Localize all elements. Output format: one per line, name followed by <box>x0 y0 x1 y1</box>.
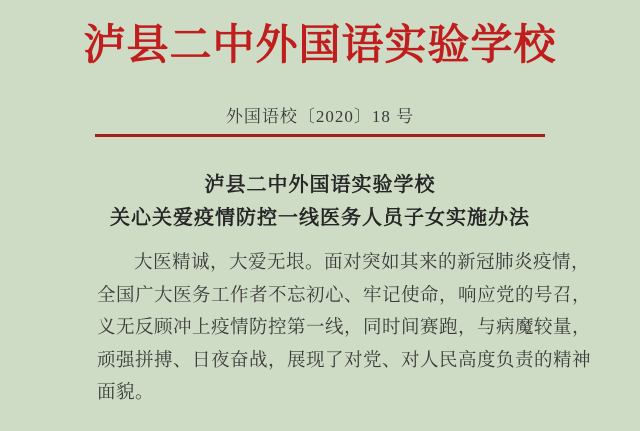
body-line-1: 大医精诚，大爱无垠。面对突如其来的新冠肺炎疫情， <box>134 253 591 273</box>
document-title-line2: 关心关爱疫情防控一线医务人员子女实施办法 <box>110 207 530 229</box>
document-number: 外国语校〔2020〕18 号 <box>225 107 415 126</box>
body-line-5: 面貌。 <box>97 383 155 403</box>
letterhead-school-name: 泸县二中外国语实验学校 <box>83 23 557 69</box>
body-line-2: 全国广大医务工作者不忘初心、牢记使命，响应党的号召， <box>97 285 592 306</box>
letterhead-red-rule <box>95 134 545 137</box>
body-line-3: 义无反顾冲上疫情防控第一线，同时间赛跑，与病魔较量， <box>97 318 592 338</box>
document-title-line1: 泸县二中外国语实验学校 <box>204 174 436 196</box>
body-line-4: 顽强拼搏、日夜奋战，展现了对党、对人民高度负责的精神 <box>97 350 592 371</box>
body-paragraph <box>97 247 592 410</box>
